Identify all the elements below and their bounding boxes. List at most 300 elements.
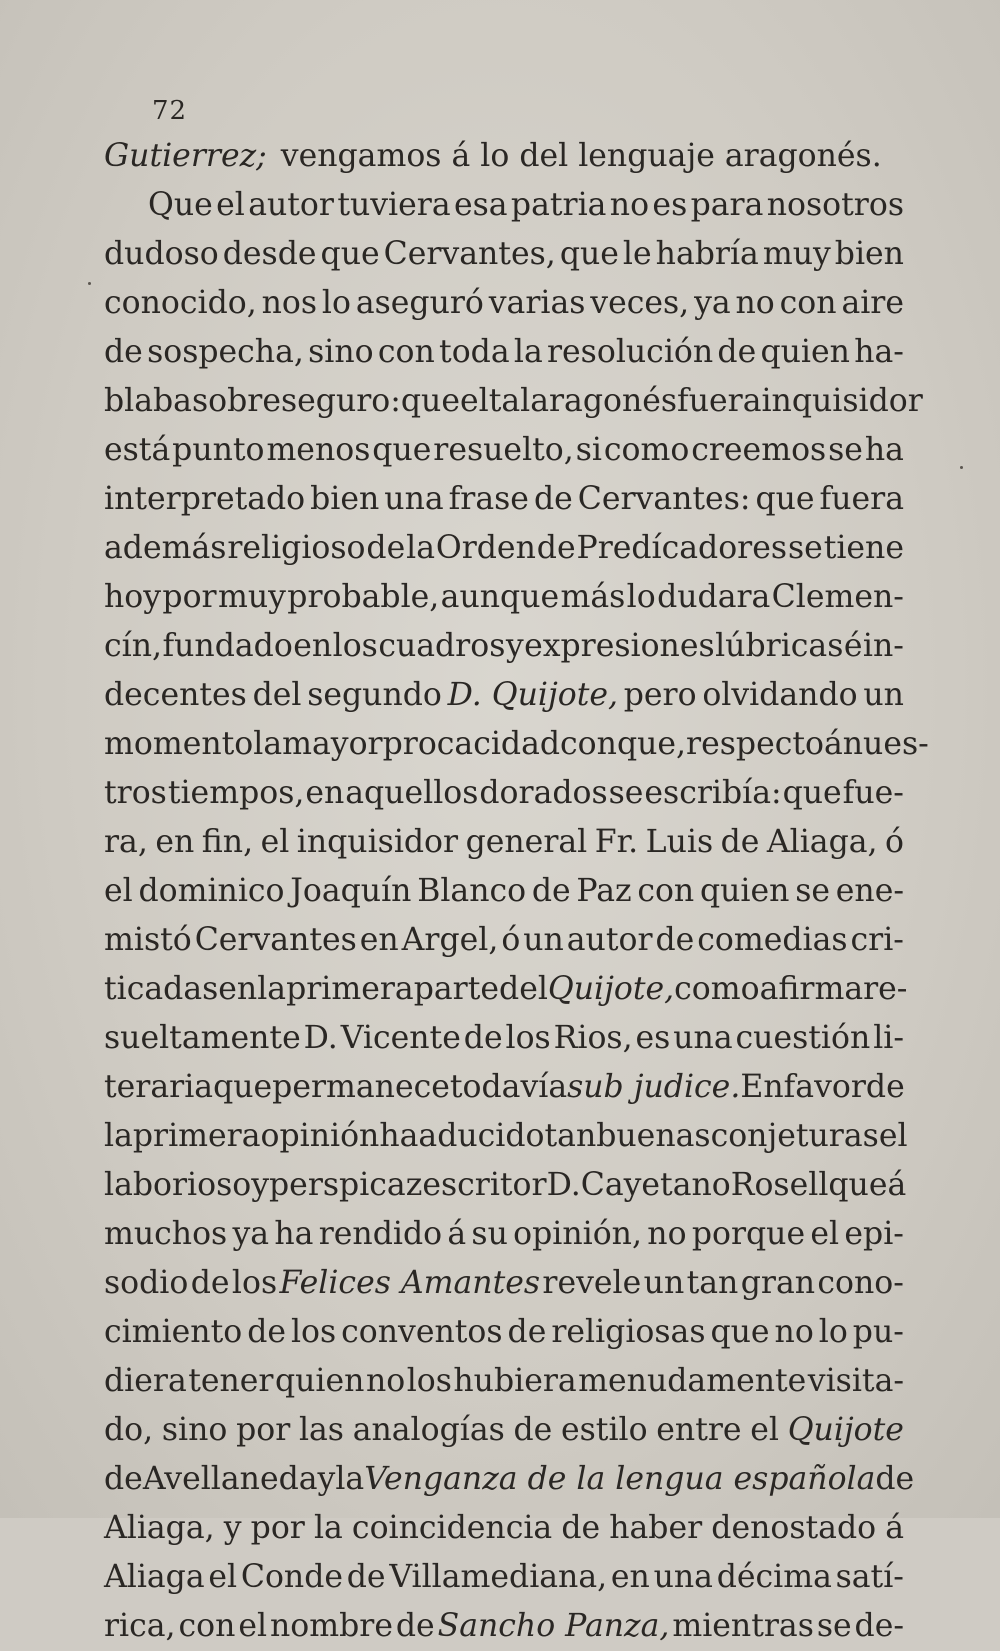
word: favor bbox=[783, 1069, 866, 1105]
word: probable, bbox=[287, 579, 440, 615]
word: muy bbox=[217, 579, 286, 615]
word: cri- bbox=[850, 922, 904, 958]
text-line bbox=[104, 1014, 904, 1063]
word: la bbox=[313, 1510, 343, 1546]
word: Cervantes: bbox=[577, 481, 751, 517]
word: tros bbox=[104, 775, 167, 811]
text-line bbox=[104, 181, 904, 230]
word: seguro: bbox=[280, 383, 401, 419]
word: perspicaz bbox=[269, 1167, 423, 1203]
word: que bbox=[213, 1069, 273, 1105]
word: y bbox=[505, 628, 524, 664]
word: un bbox=[643, 1265, 685, 1301]
text-line bbox=[104, 426, 904, 475]
word: pu- bbox=[852, 1314, 904, 1350]
word: el bbox=[216, 187, 245, 223]
word: sobre bbox=[191, 383, 281, 419]
word: Joaquín bbox=[290, 873, 412, 909]
italic-text: Venganza de la lengua española bbox=[364, 1461, 876, 1497]
word: y bbox=[251, 1167, 270, 1203]
word: segundo bbox=[307, 677, 442, 713]
word: sodio bbox=[104, 1265, 189, 1301]
word: de bbox=[395, 1608, 435, 1644]
word: en bbox=[305, 775, 345, 811]
word: opinión bbox=[260, 1118, 380, 1154]
word: buenas bbox=[596, 1118, 711, 1154]
text-line bbox=[104, 230, 904, 279]
word: tan bbox=[686, 1265, 739, 1301]
word: de bbox=[533, 481, 573, 517]
text-line bbox=[104, 573, 904, 622]
word: tuviera bbox=[337, 187, 451, 223]
word: aseguró bbox=[355, 285, 484, 321]
word: fuera bbox=[819, 481, 904, 517]
word: Cervantes bbox=[194, 922, 357, 958]
word: ha- bbox=[854, 334, 904, 370]
text-line bbox=[104, 1504, 904, 1553]
word: el bbox=[260, 824, 290, 860]
word: conocido, bbox=[104, 285, 257, 321]
word: de bbox=[717, 334, 757, 370]
word: como bbox=[603, 432, 690, 468]
word: que bbox=[559, 236, 619, 272]
word: coincidencia bbox=[351, 1510, 553, 1546]
word: dominico bbox=[138, 873, 285, 909]
word: sino bbox=[308, 334, 374, 370]
text-line bbox=[104, 475, 904, 524]
word: Clemen- bbox=[771, 579, 904, 615]
word: escritor bbox=[422, 1167, 547, 1203]
word: de bbox=[346, 1559, 386, 1595]
word: fue- bbox=[842, 775, 904, 811]
text-line bbox=[104, 671, 904, 720]
word: porque bbox=[691, 1216, 806, 1252]
word: general bbox=[465, 824, 588, 860]
word: é bbox=[843, 628, 863, 664]
word: Blanco bbox=[417, 873, 527, 909]
word: de bbox=[247, 1314, 286, 1350]
word: está bbox=[104, 432, 171, 468]
word: entre bbox=[656, 1412, 742, 1448]
word: tiene bbox=[823, 530, 904, 566]
word: resolución bbox=[546, 334, 714, 370]
word: li- bbox=[873, 1020, 904, 1056]
word: D. bbox=[303, 1020, 338, 1056]
word: analogías bbox=[352, 1412, 505, 1448]
word: más bbox=[560, 579, 626, 615]
word: Orden bbox=[435, 530, 536, 566]
word: Vicente bbox=[340, 1020, 461, 1056]
word: Avellaneda bbox=[142, 1461, 318, 1497]
word: dudara bbox=[657, 579, 771, 615]
paper-speck bbox=[960, 466, 963, 469]
word: dudoso bbox=[104, 236, 219, 272]
word: es bbox=[635, 1020, 671, 1056]
text-line bbox=[104, 1602, 904, 1651]
word: una bbox=[384, 481, 444, 517]
word: la bbox=[253, 726, 283, 762]
word: nosotros bbox=[766, 187, 904, 223]
text-line bbox=[104, 1406, 904, 1455]
word: primera bbox=[132, 1118, 261, 1154]
word: mistó bbox=[104, 922, 192, 958]
word: en bbox=[359, 922, 399, 958]
word: la bbox=[513, 334, 543, 370]
word: frase bbox=[448, 481, 529, 517]
text-line bbox=[104, 1161, 907, 1210]
word: el bbox=[810, 1216, 840, 1252]
word: los bbox=[406, 1363, 452, 1399]
word: tan bbox=[544, 1118, 597, 1154]
italic-text: D. Quijote, bbox=[447, 677, 619, 713]
word: procacidad bbox=[382, 726, 561, 762]
italic-text: Sancho Panza, bbox=[437, 1608, 670, 1644]
text-line bbox=[104, 867, 904, 916]
word: una bbox=[673, 1020, 733, 1056]
word: mientras bbox=[672, 1608, 814, 1644]
word: parte bbox=[413, 971, 500, 1007]
text-line bbox=[104, 622, 904, 671]
word: estilo bbox=[560, 1412, 648, 1448]
word: Conde bbox=[240, 1559, 344, 1595]
word: tener bbox=[188, 1363, 274, 1399]
word: es bbox=[652, 187, 688, 223]
word: muy bbox=[762, 236, 831, 272]
text-line bbox=[104, 965, 908, 1014]
word: de bbox=[366, 530, 406, 566]
word: que bbox=[828, 1167, 888, 1203]
word: Cayetano bbox=[580, 1167, 731, 1203]
text-line bbox=[104, 1210, 904, 1259]
word: escribía: bbox=[644, 775, 782, 811]
word: Luis bbox=[645, 824, 714, 860]
word: decentes bbox=[104, 677, 247, 713]
paper-speck bbox=[88, 282, 91, 285]
word: interpretado bbox=[104, 481, 306, 517]
word: de bbox=[531, 873, 571, 909]
word: olvidando bbox=[702, 677, 858, 713]
text-line bbox=[104, 328, 904, 377]
word: de bbox=[720, 824, 760, 860]
word: que, bbox=[616, 726, 687, 762]
word: En bbox=[740, 1069, 784, 1105]
word: del bbox=[252, 677, 302, 713]
word: epi- bbox=[844, 1216, 904, 1252]
word: comedias bbox=[697, 922, 848, 958]
word: conjeturas bbox=[710, 1118, 879, 1154]
word: lo bbox=[321, 285, 351, 321]
text-line bbox=[104, 1308, 904, 1357]
word: menos bbox=[266, 432, 371, 468]
word: lúbricas bbox=[715, 628, 844, 664]
italic-text: Gutierrez; bbox=[104, 138, 267, 174]
word: que bbox=[400, 383, 460, 419]
word: inquisidor bbox=[761, 383, 923, 419]
word: si bbox=[575, 432, 602, 468]
word: ó bbox=[885, 824, 904, 860]
text-line bbox=[104, 916, 904, 965]
word: Argel, bbox=[401, 922, 499, 958]
word: habría bbox=[655, 236, 759, 272]
text-line bbox=[104, 132, 904, 181]
word: un bbox=[863, 677, 904, 713]
word: se bbox=[828, 432, 863, 468]
word: Aliaga, bbox=[104, 1510, 215, 1546]
word: lo bbox=[818, 1314, 848, 1350]
word: revele bbox=[542, 1265, 642, 1301]
text-line bbox=[104, 769, 904, 818]
word: permanece bbox=[272, 1069, 450, 1105]
word: á bbox=[823, 726, 843, 762]
word: religiosas bbox=[551, 1314, 706, 1350]
word: autor bbox=[248, 187, 334, 223]
word: se bbox=[816, 1608, 852, 1644]
word: por bbox=[162, 579, 217, 615]
word: Rosell bbox=[730, 1167, 829, 1203]
word: quien bbox=[274, 1363, 365, 1399]
word: la bbox=[406, 530, 435, 566]
text-run: de bbox=[875, 1461, 915, 1497]
word: de bbox=[513, 1412, 553, 1448]
word: cimiento bbox=[104, 1314, 243, 1350]
word: ya bbox=[694, 285, 731, 321]
word: de bbox=[507, 1314, 547, 1350]
word: conventos bbox=[341, 1314, 503, 1350]
word: menudamente bbox=[578, 1363, 807, 1399]
word: D. bbox=[546, 1167, 581, 1203]
word: diera bbox=[104, 1363, 187, 1399]
word: veces, bbox=[590, 285, 690, 321]
word: Fr. bbox=[594, 824, 639, 860]
word: creemos bbox=[691, 432, 827, 468]
word: no bbox=[609, 187, 650, 223]
text-line bbox=[104, 720, 929, 769]
word: cuestión bbox=[735, 1020, 871, 1056]
word: y bbox=[317, 1461, 336, 1497]
word: Predícadores bbox=[576, 530, 788, 566]
word: pero bbox=[623, 677, 697, 713]
word: tal bbox=[488, 383, 531, 419]
word: que bbox=[755, 481, 815, 517]
word: ra, bbox=[104, 824, 148, 860]
word: á bbox=[887, 1167, 907, 1203]
word: varias bbox=[488, 285, 586, 321]
word: no bbox=[365, 1363, 406, 1399]
word: décima bbox=[716, 1559, 832, 1595]
word: una bbox=[653, 1559, 713, 1595]
body-text bbox=[104, 132, 929, 1651]
text-line bbox=[104, 524, 904, 573]
word: bien bbox=[834, 236, 904, 272]
word: no bbox=[647, 1216, 687, 1252]
word: los bbox=[505, 1020, 551, 1056]
word: para bbox=[690, 187, 764, 223]
word: hubiera bbox=[453, 1363, 577, 1399]
word: se bbox=[787, 530, 823, 566]
word: á bbox=[447, 1216, 467, 1252]
word: opinión, bbox=[513, 1216, 642, 1252]
word: inquisidor bbox=[296, 824, 459, 860]
word: ha bbox=[274, 1216, 314, 1252]
word: nos bbox=[261, 285, 318, 321]
word: aducido bbox=[418, 1118, 545, 1154]
word: la bbox=[104, 1118, 133, 1154]
word: respecto bbox=[686, 726, 824, 762]
word: el bbox=[878, 1118, 908, 1154]
word: quien bbox=[760, 334, 850, 370]
word: con bbox=[178, 1608, 236, 1644]
text-line bbox=[104, 1553, 904, 1602]
text-line bbox=[104, 1112, 908, 1161]
word: á bbox=[885, 1510, 904, 1546]
word: de bbox=[561, 1510, 601, 1546]
word: de- bbox=[854, 1608, 904, 1644]
word: aire bbox=[841, 285, 904, 321]
word: bien bbox=[310, 481, 380, 517]
word: los bbox=[231, 1265, 278, 1301]
word: el bbox=[208, 1559, 238, 1595]
word: in- bbox=[862, 628, 904, 664]
word: laborioso bbox=[104, 1167, 252, 1203]
word: se bbox=[795, 873, 831, 909]
word: rica, bbox=[104, 1608, 176, 1644]
word: la bbox=[257, 971, 287, 1007]
italic-text: Quijote, bbox=[547, 971, 675, 1007]
word: de bbox=[865, 1069, 905, 1105]
word: ticadas bbox=[104, 971, 219, 1007]
text-line bbox=[104, 279, 904, 328]
page-number: 72 bbox=[152, 96, 188, 126]
word: en bbox=[610, 1559, 650, 1595]
word: le bbox=[622, 236, 652, 272]
word: de bbox=[104, 334, 143, 370]
text-run: vengamos á lo del lenguaje aragonés. bbox=[280, 138, 882, 174]
word: religioso bbox=[227, 530, 366, 566]
word: el bbox=[459, 383, 489, 419]
word: de bbox=[463, 1020, 503, 1056]
word: teraria bbox=[104, 1069, 214, 1105]
word: quien bbox=[699, 873, 790, 909]
word: Villamediana, bbox=[389, 1559, 608, 1595]
word: toda bbox=[439, 334, 510, 370]
word: hoy bbox=[104, 579, 162, 615]
word: en bbox=[293, 628, 333, 664]
word: afirma bbox=[759, 971, 864, 1007]
text-line bbox=[104, 1357, 904, 1406]
word: de bbox=[104, 1461, 143, 1497]
word: muchos bbox=[104, 1216, 228, 1252]
word: que bbox=[320, 236, 380, 272]
word: ya bbox=[232, 1216, 270, 1252]
text-line bbox=[104, 1063, 904, 1112]
word: autor bbox=[566, 922, 653, 958]
word: el bbox=[750, 1412, 779, 1448]
word: esa bbox=[453, 187, 508, 223]
word: sueltamente bbox=[104, 1020, 301, 1056]
word: todavía bbox=[449, 1069, 568, 1105]
word: que bbox=[372, 432, 432, 468]
word: no bbox=[735, 285, 775, 321]
word: por bbox=[250, 1510, 305, 1546]
word: patria bbox=[510, 187, 607, 223]
italic-text: sub judice. bbox=[567, 1069, 741, 1105]
word: del bbox=[499, 971, 548, 1007]
word: cuadros bbox=[378, 628, 506, 664]
word: las bbox=[298, 1412, 344, 1448]
word: no bbox=[774, 1314, 814, 1350]
word: su bbox=[471, 1216, 508, 1252]
word: sino bbox=[161, 1412, 228, 1448]
word: que bbox=[782, 775, 842, 811]
word: ó bbox=[501, 922, 521, 958]
word: de bbox=[655, 922, 695, 958]
word: fin, bbox=[201, 824, 254, 860]
word: y bbox=[223, 1510, 242, 1546]
word: ha bbox=[379, 1118, 419, 1154]
word: en bbox=[155, 824, 195, 860]
word: un bbox=[523, 922, 564, 958]
word: Aliaga, bbox=[766, 824, 878, 860]
word: tiempos, bbox=[167, 775, 305, 811]
word: nombre bbox=[269, 1608, 393, 1644]
word: desde bbox=[222, 236, 317, 272]
word: que bbox=[710, 1314, 770, 1350]
word: la bbox=[335, 1461, 365, 1497]
word: de bbox=[190, 1265, 230, 1301]
word: punto bbox=[172, 432, 265, 468]
word: dorados bbox=[479, 775, 608, 811]
word: con bbox=[560, 726, 617, 762]
word: ene- bbox=[835, 873, 904, 909]
word: ha bbox=[864, 432, 904, 468]
word: con bbox=[377, 334, 435, 370]
word: rendido bbox=[318, 1216, 443, 1252]
word: el bbox=[238, 1608, 268, 1644]
word: Cervantes, bbox=[383, 236, 556, 272]
word: fuera bbox=[677, 383, 762, 419]
word: el bbox=[104, 873, 133, 909]
word: los bbox=[290, 1314, 337, 1350]
word: con bbox=[779, 285, 837, 321]
word: cono- bbox=[817, 1265, 904, 1301]
word: aragonés bbox=[530, 383, 678, 419]
word: además bbox=[104, 530, 227, 566]
word: se bbox=[608, 775, 644, 811]
word: por bbox=[236, 1412, 291, 1448]
word: con bbox=[637, 873, 695, 909]
word: Paz bbox=[576, 873, 632, 909]
word: sospecha, bbox=[147, 334, 304, 370]
word: re- bbox=[863, 971, 908, 1007]
word: momento bbox=[104, 726, 254, 762]
text-line bbox=[104, 818, 904, 867]
word: lo bbox=[626, 579, 656, 615]
word: Rios, bbox=[553, 1020, 633, 1056]
word: resuelto, bbox=[433, 432, 574, 468]
word: expresiones bbox=[524, 628, 715, 664]
italic-text: Quijote bbox=[787, 1412, 904, 1448]
word: Que bbox=[148, 187, 213, 223]
word: aquellos bbox=[345, 775, 479, 811]
word: Aliaga bbox=[104, 1559, 205, 1595]
word: haber bbox=[609, 1510, 703, 1546]
word: cín, bbox=[104, 628, 163, 664]
word: fundado bbox=[162, 628, 293, 664]
word: como bbox=[674, 971, 760, 1007]
word: de bbox=[536, 530, 576, 566]
word: satí- bbox=[835, 1559, 904, 1595]
text-line bbox=[104, 377, 923, 426]
